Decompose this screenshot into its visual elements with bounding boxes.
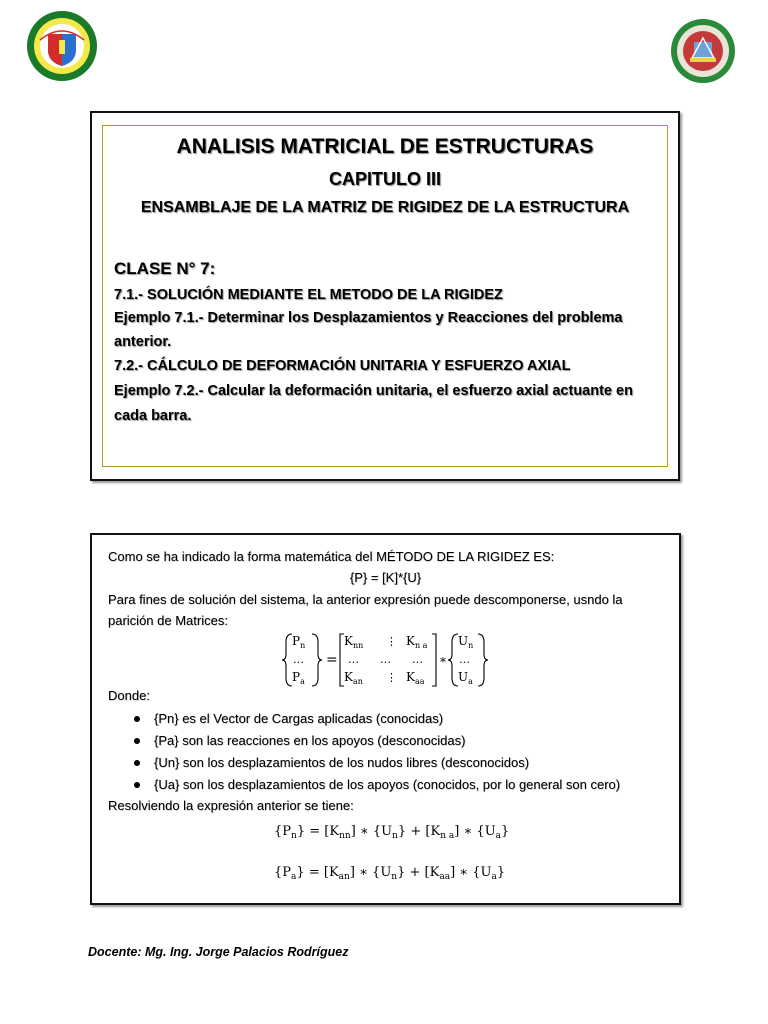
svg-text:Kn a: $K_{n a}$ — [406, 634, 428, 650]
svg-text:{Pn} = [Knn] ∗ {Un} + [Kn a] ∗: $\{P_n\} = [K_{nn}]$ ∗ $\{U_n\} + [K_{n a}]$ ∗ $\{U_a\}$ — [274, 824, 510, 841]
svg-text:Un: $U_n$ — [458, 634, 474, 650]
class-number: CLASE N° 7: — [114, 259, 216, 278]
list-item: {Un} son los desplazamientos de los nudos libres (desconocidos) — [134, 755, 529, 770]
svg-text:…: … — [459, 653, 470, 666]
document-title: ANALISIS MATRICIAL DE ESTRUCTURAS — [176, 135, 594, 158]
chapter-subtitle: ENSAMBLAJE DE LA MATRIZ DE RIGIDEZ DE LA ESTRUCTURA — [140, 199, 630, 216]
svg-text:Ua: $U_a$ — [458, 670, 473, 686]
svg-text:Pa: $P_a$ — [292, 670, 305, 686]
list-item: {Pa} son las reacciones en los apoyos (desconocidas) — [134, 733, 465, 748]
svg-text:Knn: $K_{nn}$ — [344, 634, 364, 650]
method-explanation-card — [90, 533, 681, 905]
bullet-icon — [134, 716, 140, 722]
donde-label: Donde: — [108, 688, 150, 703]
svg-text:=: = — [326, 652, 338, 668]
bullet-icon — [134, 738, 140, 744]
svg-text:…: … — [412, 653, 423, 666]
list-item: {Pn} es el Vector de Cargas aplicadas (conocidas) — [134, 711, 443, 726]
bullet-icon — [134, 760, 140, 766]
svg-text:Pn: $P_n$ — [292, 634, 306, 650]
svg-text:{Pa} = [Kan] ∗ {Un} + [Kaa] ∗: $\{P_a\} = [K_{an}]$ ∗ $\{U_n\} + [K_{aa}]$ ∗ $\{U_a\}$ — [274, 865, 506, 882]
svg-text:Kan: $K_{an}$ — [344, 670, 363, 686]
engineering-career-logo — [670, 18, 736, 84]
chapter-title: CAPITULO III — [329, 169, 441, 189]
svg-text:…: … — [348, 653, 359, 666]
resolving-text: Resolviendo la expresión anterior se tiene: — [108, 798, 354, 813]
svg-text:⋮: ⋮ — [386, 671, 397, 684]
topic-line: 7.1.- SOLUCIÓN MEDIANTE EL METODO DE LA RIGIDEZ — [114, 287, 503, 303]
svg-text:…: … — [380, 653, 391, 666]
free-node-equation — [272, 817, 512, 843]
svg-text:*: * — [440, 655, 446, 669]
support-equation — [272, 858, 512, 884]
partitioned-matrix-equation — [282, 632, 502, 688]
intro-text: Como se ha indicado la forma matemática del MÉTODO DE LA RIGIDEZ ES: — [108, 549, 555, 564]
svg-text:Kaa: $K_{aa}$ — [406, 670, 425, 686]
topic-line: Ejemplo 7.2.- Calcular la deformación unitaria, el esfuerzo axial actuante en — [114, 383, 633, 399]
topic-line: 7.2.- CÁLCULO DE DEFORMACIÓN UNITARIA Y ESFUERZO AXIAL — [114, 358, 571, 374]
university-seal-logo — [26, 10, 98, 82]
docente-footer: Docente: Mg. Ing. Jorge Palacios Rodríguez — [88, 945, 349, 959]
topic-line: anterior. — [114, 334, 172, 350]
bullet-icon — [134, 782, 140, 788]
svg-text:…: … — [293, 653, 304, 666]
list-item: {Ua} son los desplazamientos de los apoyos (conocidos, por lo general son cero) — [134, 777, 620, 792]
paragraph-text: Para fines de solución del sistema, la anterior expresión puede descomponerse, usndo la — [108, 592, 623, 607]
class-title-card — [90, 111, 680, 481]
paragraph-text: parición de Matrices: — [108, 613, 228, 628]
topic-line: Ejemplo 7.1.- Determinar los Desplazamientos y Reacciones del problema — [114, 310, 623, 326]
topic-line: cada barra. — [114, 408, 192, 424]
stiffness-formula: {P} = [K]*{U} — [349, 570, 422, 585]
svg-text:⋮: ⋮ — [386, 635, 397, 648]
